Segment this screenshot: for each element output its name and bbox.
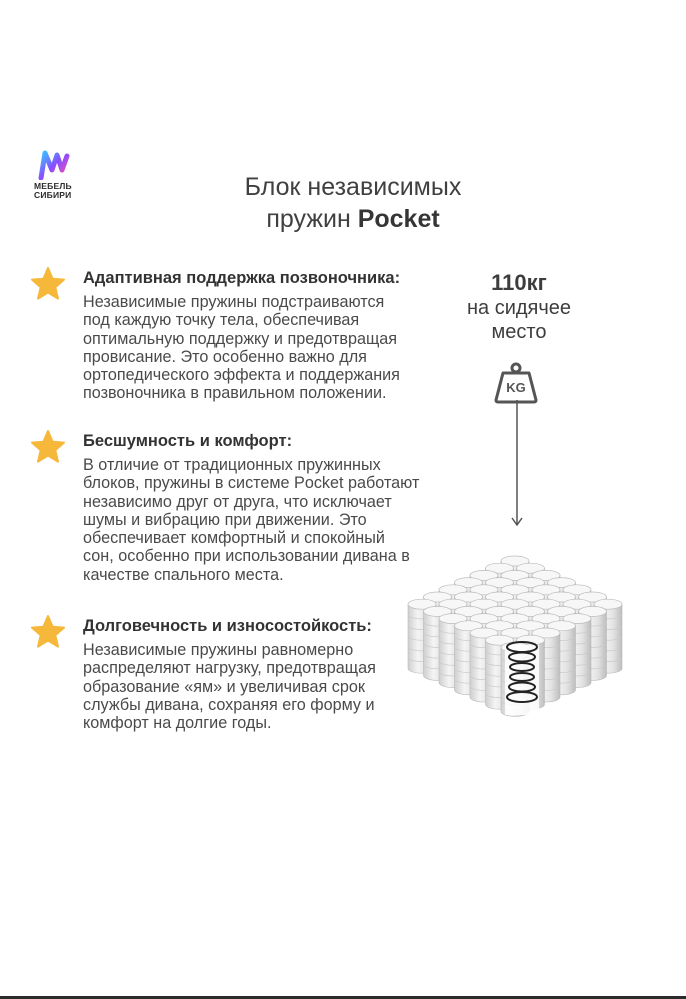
- feature-text-line: распределяют нагрузку, предотвращая: [83, 659, 376, 678]
- title-line2: [160, 203, 546, 235]
- feature-text-line: позвоночника в правильном положении.: [83, 384, 387, 403]
- feature-text-line: Независимые пружины равномерно: [83, 641, 354, 659]
- feature-text-line: сон, особенно при использовании дивана в: [83, 547, 410, 566]
- star-icon: [30, 614, 66, 650]
- feature-text-line: блоков, пружины в системе Pocket работают: [83, 474, 420, 493]
- title-line2-bold: Pocket: [357, 205, 440, 233]
- feature-text-line: независимо друг от друга, что исключает: [83, 492, 392, 511]
- logo: [34, 150, 78, 200]
- weight-caption-line2: место: [491, 321, 547, 343]
- feature-text-line: Независимые пружины подстраиваются: [83, 293, 385, 311]
- weight-value: 110кг: [491, 270, 547, 295]
- feature-heading: Адаптивная поддержка позвоночника:: [83, 269, 401, 287]
- page-title: [160, 171, 546, 235]
- feature-heading: Долговечность и износостойкость:: [83, 617, 372, 635]
- feature-text-line: образование «ям» и увеличивая срок: [83, 677, 365, 696]
- feature-text: [83, 456, 443, 584]
- feature-text-line: провисание. Это особенно важно для: [83, 347, 367, 366]
- title-line1: Блок независимых: [244, 173, 462, 201]
- feature-text-line: качестве спального места.: [83, 565, 284, 584]
- arrow-down-icon: [511, 400, 523, 528]
- logo-icon: [38, 150, 70, 180]
- feature-text-line: службы дивана, сохраняя его форму и: [83, 695, 375, 714]
- feature-text-line: В отличие от традиционных пружинных: [83, 456, 381, 474]
- feature-text-line: под каждую точку тела, обеспечивая: [83, 311, 360, 330]
- logo-text-line1: МЕБЕЛЬ: [34, 181, 72, 191]
- feature-text-line: ортопедического эффекта и поддержания: [83, 366, 400, 385]
- feature-text-line: обеспечивает комфортный и спокойный: [83, 529, 385, 548]
- feature-heading: Бесшумность и комфорт:: [83, 432, 293, 450]
- feature-text-line: оптимальную поддержку и предотвращая: [83, 329, 398, 348]
- logo-text-line2: СИБИРИ: [34, 190, 72, 200]
- feature-text: [83, 641, 443, 732]
- title-line2-plain: пружин: [266, 205, 358, 233]
- feature-text-line: комфорт на долгие годы.: [83, 714, 272, 733]
- star-icon: [30, 266, 66, 302]
- weight-info: [446, 270, 592, 344]
- weight-caption-line1: на сидячее: [466, 297, 572, 319]
- feature-text: [83, 293, 443, 403]
- exposed-spring: [505, 642, 539, 715]
- kg-label: KG: [506, 380, 526, 395]
- weight-kg-icon: [492, 362, 540, 404]
- star-icon: [30, 429, 66, 465]
- pocket-springs-block-image: [393, 555, 633, 747]
- feature-text-line: шумы и вибрацию при движении. Это: [83, 510, 367, 529]
